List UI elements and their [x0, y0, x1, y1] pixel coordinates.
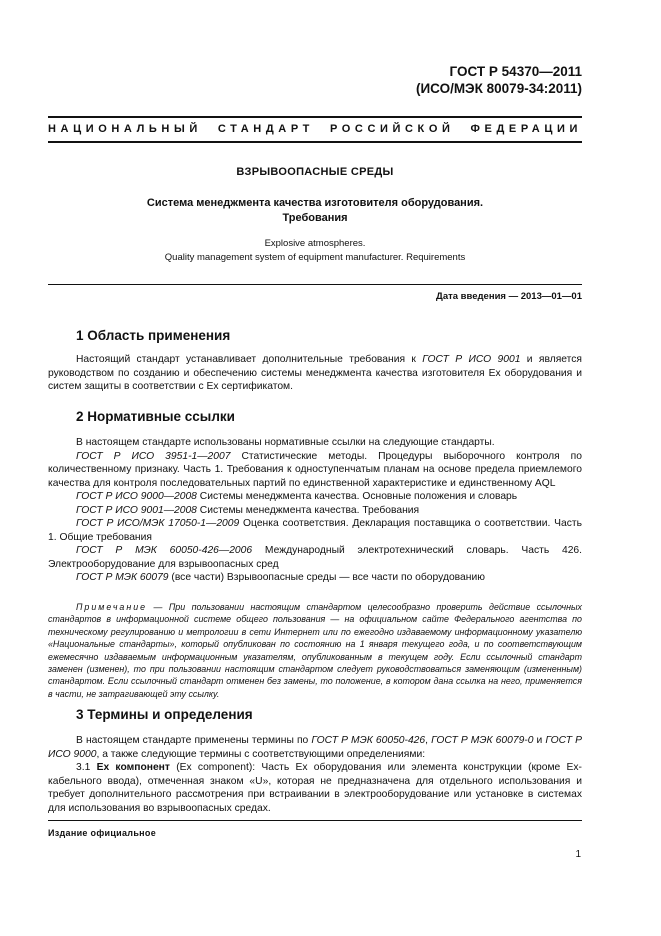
english-title: [48, 237, 582, 265]
section-2-heading: 2 Нормативные ссылки: [76, 409, 235, 424]
normative-reference: ГОСТ Р МЭК 60079 (все части) Взрывоопасные среды — все части по оборудованию: [76, 572, 485, 583]
subtitle-line-1: Система менеджмента качества изготовителя оборудования.: [146, 197, 484, 209]
footer-rule: [48, 820, 582, 821]
section-2-intro: В настоящем стандарте использованы нормативные ссылки на следующие стандарты.: [76, 437, 495, 448]
section-2-body: [48, 436, 582, 585]
section-2-note: Примечание — При пользовании настоящим стандартом целесообразно проверить действие ссылочных стандартов в информационной системе общего пользования — на официальном сайте Федерального агентства по техническому регулированию и метрологии в сети Интернет или по ежегодно издаваемому информационному указателю «Национальные стандарты», который опубликован по состоянию на 1 января текущего года, и по соответствующим ежемесячно издаваемым информационным указателям, опубликованным в текущем году. Если ссылочный стандарт заменен (изменен), то при пользовании настоящим стандартом следует руководствоваться заменяющим (измененным) стандартом. Если ссылочный стандарт отменен без замены, то положение, в котором дана ссылка на него, применяется в части, не затрагивающей эту ссылку.: [48, 602, 582, 699]
national-standard-banner: НАЦИОНАЛЬНЫЙ СТАНДАРТ РОССИЙСКОЙ ФЕДЕРАЦИИ: [48, 123, 582, 135]
edition-label: Издание официальное: [48, 828, 157, 838]
effective-date: Дата введения — 2013—01—01: [436, 291, 582, 302]
gost-number: ГОСТ Р 54370—2011: [449, 64, 582, 79]
normative-reference: ГОСТ Р МЭК 60050-426—2006 Международный электротехнический словарь. Часть 426. Электрооборудование для взрывоопасных сред: [48, 545, 583, 570]
document-title: ВЗРЫВООПАСНЫЕ СРЕДЫ: [236, 166, 394, 178]
standard-number-block: [416, 63, 582, 97]
normative-reference: ГОСТ Р ИСО/МЭК 17050-1—2009 Оценка соответствия. Декларация поставщика о соответствии. Часть 1. Общие требования: [48, 518, 582, 543]
subtitle-line-2: Требования: [282, 212, 348, 224]
note-label: Примечание: [76, 602, 148, 612]
header-rule-bottom: [48, 141, 582, 143]
normative-reference: ГОСТ Р ИСО 9000—2008 Системы менеджмента качества. Основные положения и словарь: [76, 491, 518, 502]
section-1-ref: ГОСТ Р ИСО 9001: [422, 354, 521, 365]
section-3-intro: В настоящем стандарте применены термины по ГОСТ Р МЭК 60050-426, ГОСТ Р МЭК 60079-0 и ГОСТ Р ИСО 9000, а также следующие термины с соответствующими определениями:: [48, 735, 582, 760]
term-definition: 3.1 Ex компонент (Ex component): Часть Ex оборудования или элемента конструкции (кроме Ex-кабельного ввода), отмеченная знаком «U», которая не предназначена для отдельного использования и требует дополнительного рассмотрения при встраивании в электрооборудование или установке в системах для использования во взрывоопасных средах.: [48, 762, 582, 814]
date-rule: [48, 284, 582, 285]
page-number: 1: [575, 849, 581, 860]
iso-number: (ИСО/МЭК 80079-34:2011): [415, 81, 582, 96]
document-subtitle: [48, 196, 582, 226]
english-title-line-2: Quality management system of equipment manufacturer. Requirements: [164, 252, 466, 263]
section-1-text: Настоящий стандарт устанавливает дополнительные требования к ГОСТ Р ИСО 9001 и является руководством по созданию и обеспечению системы менеджмента качества изготовителя Ex оборудования и систем защиты в соответствии с Ex сертификатом.: [48, 354, 582, 392]
english-title-line-1: Explosive atmospheres.: [264, 238, 366, 249]
normative-reference: ГОСТ Р ИСО 3951-1—2007 Статистические методы. Процедуры выборочного контроля по количественному признаку. Часть 1. Требования к одноступенчатым планам на основе предела приемлемого качества для контроля последовательных партий по единственной характеристике и единственному AQL: [48, 450, 582, 489]
term-name: Ex компонент: [96, 762, 170, 773]
section-3-heading: 3 Термины и определения: [76, 707, 253, 722]
section-3-body: [48, 734, 582, 815]
normative-reference: ГОСТ Р ИСО 9001—2008 Системы менеджмента качества. Требования: [76, 504, 420, 516]
header-rule-top: [48, 116, 582, 118]
section-1-heading: 1 Область применения: [76, 328, 231, 343]
